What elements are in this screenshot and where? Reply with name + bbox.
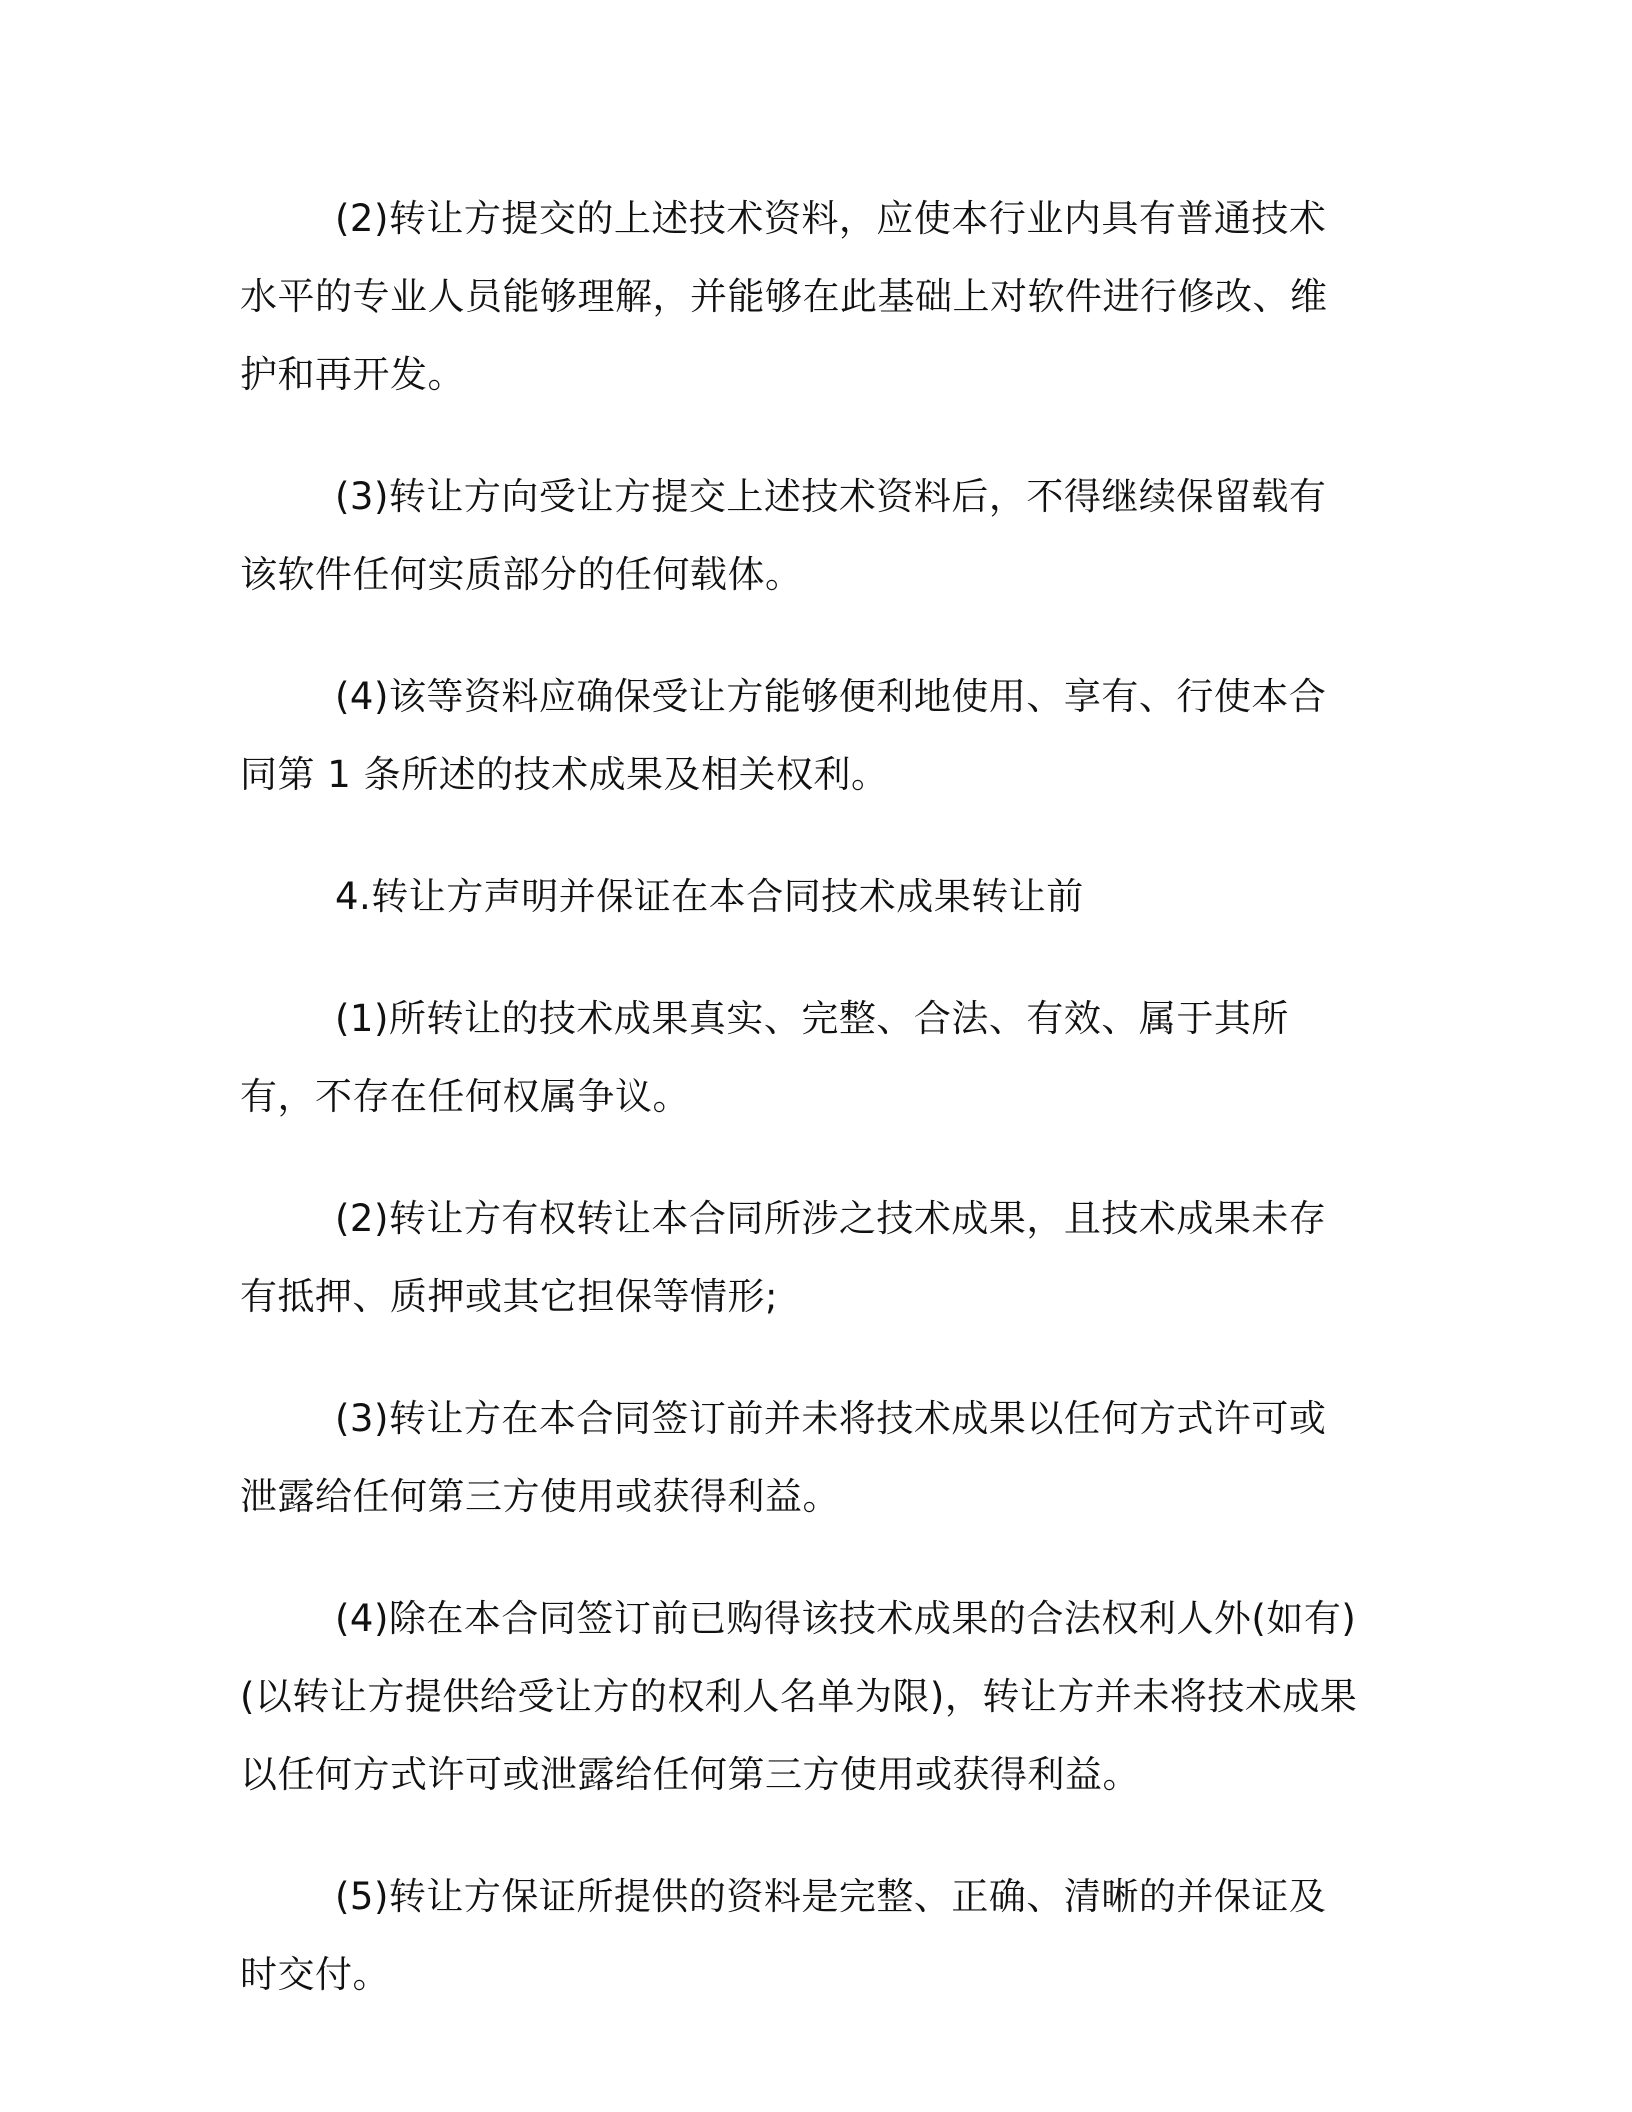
warranty-3-no-prior-license: (3)转让方在本合同签订前并未将技术成果以任何方式许可或泄露给任何第三方使用或获得利益。: [240, 1397, 1327, 1518]
warranty-4-existing-holders: (4)除在本合同签订前已购得该技术成果的合法权利人外(如有)(以转让方提供给受让方的权利人名单为限)，转让方并未将技术成果以任何方式许可或泄露给任何第三方使用或获得利益。: [240, 1597, 1358, 1796]
warranty-1-ownership: (1)所转让的技术成果真实、完整、合法、有效、属于其所有，不存在任何权属争议。: [240, 997, 1289, 1118]
paragraph-4-usage-rights: (4)该等资料应确保受让方能够便利地使用、享有、行使本合同第 1 条所述的技术成果及相关权利。: [240, 675, 1327, 796]
warranty-5-materials-complete: (5)转让方保证所提供的资料是完整、正确、清晰的并保证及时交付。: [240, 1875, 1327, 1996]
document-page: [240, 180, 1360, 2058]
section-4-heading: 4.转让方声明并保证在本合同技术成果转让前: [335, 875, 1084, 918]
paragraph-3-no-retention: (3)转让方向受让方提交上述技术资料后，不得继续保留载有该软件任何实质部分的任何载体。: [240, 475, 1327, 596]
warranty-2-no-encumbrance: (2)转让方有权转让本合同所涉之技术成果，且技术成果未存有抵押、质押或其它担保等情形;: [240, 1197, 1327, 1318]
paragraph-2-technical-materials: (2)转让方提交的上述技术资料，应使本行业内具有普通技术水平的专业人员能够理解，并能够在此基础上对软件进行修改、维护和再开发。: [240, 197, 1328, 396]
